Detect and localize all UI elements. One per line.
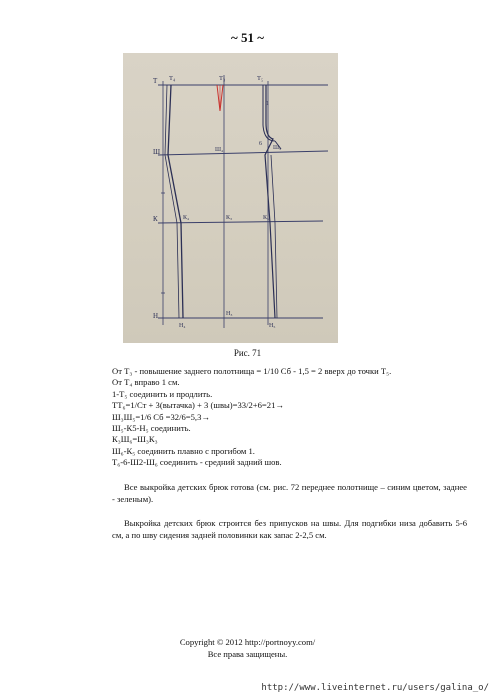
- step-line: ТТ₆=1/Ст + 3(вытачка) + 3 (швы)=33/2+6=21→: [112, 400, 284, 411]
- page-number: ~ 51 ~: [230, 30, 265, 45]
- step-line: Т₆-6-Ш2-Ш₆ соединить - средний задний шов.: [112, 457, 282, 468]
- label-N3: Н₃: [226, 311, 233, 317]
- label-K3: К₃: [226, 215, 233, 221]
- label-m1: 1: [266, 101, 269, 107]
- footer-rights: Все права защищены.: [207, 649, 288, 659]
- side-seam: [168, 85, 183, 318]
- label-K5: К₅: [263, 215, 270, 221]
- crotch-curve: [263, 85, 275, 141]
- figure-caption: Рис. 71: [233, 348, 262, 358]
- step-line: Ш₃Ш₅=1/6 Сб =32/6=5,3→: [112, 411, 210, 422]
- label-Sh5: Ш₅: [273, 145, 282, 151]
- step-line: От Т₃ - повышение заднего полотнища = 1/10 Сб - 1,5 = 2 вверх до точки Т₅.: [112, 366, 392, 376]
- hip-line: [158, 151, 328, 155]
- pattern-drawing: [123, 53, 338, 343]
- step-line: 1-Т₅ соединить и продлить.: [112, 388, 213, 399]
- label-Sh: Ш: [153, 148, 161, 156]
- step-line: Ш₅-К5-Н₅ соединить.: [112, 423, 191, 434]
- step-line: Ш₆-К₅ соединить плавно с прогибом 1.: [112, 445, 255, 456]
- label-m6: 6: [259, 141, 262, 147]
- pattern-photo: [123, 53, 338, 343]
- label-N4: Н₄: [179, 323, 186, 329]
- construction-steps: [112, 366, 442, 469]
- label-T: Т: [153, 77, 158, 85]
- label-T3: Т₃: [219, 75, 226, 82]
- step-line: К₃Ш₆=Ш₃К₃: [112, 434, 158, 445]
- knee-line: [158, 221, 323, 223]
- label-N: Н: [153, 312, 159, 320]
- label-Sh4: Ш₄: [215, 147, 224, 153]
- label-T4: Т₄: [169, 75, 176, 82]
- label-T5: Т₅: [257, 75, 264, 82]
- step-line: От Т₄ вправо 1 см.: [112, 377, 180, 388]
- paragraph-pattern-ready: Все выкройка детских брюк готова (см. рис. 72 переднее полотнище – синим цветом, заднее - зеленым).: [112, 482, 467, 504]
- watermark-url: http://www.liveinternet.ru/users/galina_o/: [261, 683, 489, 693]
- label-K: К: [153, 215, 158, 223]
- footer-copyright: Copyright © 2012 http://portnoyy.com/: [179, 637, 316, 647]
- label-K4: К₄: [183, 215, 190, 221]
- label-N5: Н₅: [269, 323, 276, 329]
- paragraph-seam-allowance: Выкройка детских брюк строится без припусков на швы. Для подгибки низа добавить 5-6 см, а по шву сидения задней половинки как запас 2-2,5 см.: [112, 518, 467, 540]
